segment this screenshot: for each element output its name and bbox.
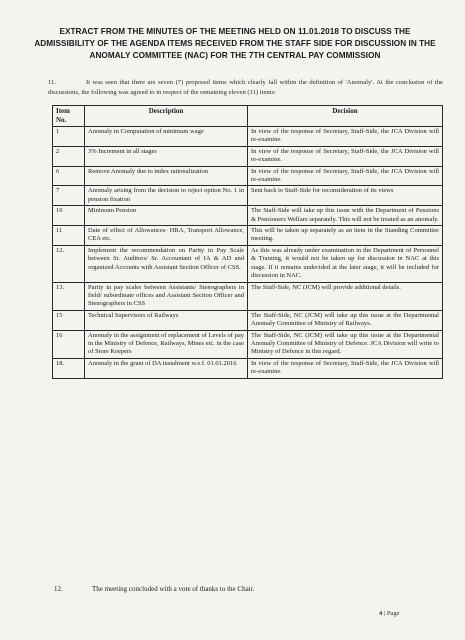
description-cell: Implement the recommendation on Parity in Pay Scale between Sr. Auditors/ Sr. Accountant of IA & AD and organized Accounts with Assistant Section Officer of CSS. — [85, 245, 248, 282]
table-row — [53, 330, 443, 358]
item-number-cell: 13. — [53, 282, 85, 310]
intro-paragraph-number: 11. — [48, 79, 56, 86]
item-number-cell: 12. — [53, 245, 85, 282]
decision-cell: In view of the response of Secretary, Staff-Side, the JCA Division will re-examine. — [248, 166, 443, 186]
decision-cell: The Staff-Side, NC (JCM) will provide additional details. — [248, 282, 443, 310]
table-row — [53, 310, 443, 330]
table-header-row — [53, 106, 443, 127]
item-number-cell: 15 — [53, 310, 85, 330]
decision-cell: As this was already under examination in the Department of Personnel & Training, it would not be taken up for discussion in NAC at this stage. If it remains undecided at the later stage, it will be included for discussion in NAC. — [248, 245, 443, 282]
description-cell: Parity in pay scales between Assistants/ Stenographers in field/ subordinate offices and Assistant Section Officer and Stenographers in CSS — [85, 282, 248, 310]
decision-cell: In view of the response of Secretary, Staff-Side, the JCA Division will re-examine. — [248, 146, 443, 166]
item-number-cell: 1 — [53, 127, 85, 147]
description-cell: Technical Supervisors of Railways — [85, 310, 248, 330]
closing-paragraph-text: The meeting concluded with a vote of thanks to the Chair. — [92, 585, 255, 593]
decision-cell: In view of the response of Secretary, Staff-Side, the JCA Division will re-examine. — [248, 358, 443, 378]
item-number-cell: 2 — [53, 146, 85, 166]
item-number-cell: 7 — [53, 186, 85, 206]
page-number-value: 4 — [379, 610, 383, 617]
decision-cell: In view of the response of Secretary, Staff-Side, the JCA Division will re-examine. — [248, 127, 443, 147]
description-cell: 3% Increment in all stages — [85, 146, 248, 166]
decision-cell: This will be taken up separately as an item in the Standing Committee meeting. — [248, 226, 443, 246]
item-number-cell: 16 — [53, 330, 85, 358]
description-cell: Anomaly in the assignment of replacement of Levels of pay in the Ministry of Defence, Railways, Mines etc. in the case of Store Keepers — [85, 330, 248, 358]
decision-cell: The Staff-Side, NC (JCM) will take up this issue at the Departmental Anomaly Committee of Ministry of Defence. JCA Division will write to Ministry of Defence in this regard. — [248, 330, 443, 358]
decision-cell: The Staff-Side, NC (JCM) will take up this issue at the Departmental Anomaly Committee of Ministry of Railways. — [248, 310, 443, 330]
table-row — [53, 358, 443, 378]
page-number: 4 | Page — [379, 610, 400, 617]
table-row — [53, 206, 443, 226]
header-description: Description — [85, 106, 248, 127]
header-item-no: Item No. — [53, 106, 85, 127]
page-number-label: Page — [386, 610, 400, 617]
description-cell: Minimum Pension — [85, 206, 248, 226]
table-row — [53, 186, 443, 206]
table-row — [53, 166, 443, 186]
closing-paragraph — [54, 584, 434, 594]
table-row — [53, 226, 443, 246]
table-row — [53, 127, 443, 147]
description-cell: Remove Anomaly due to index rationalization — [85, 166, 248, 186]
description-cell: Anomaly arising from the decision to reject option No. 1 in pension fixation — [85, 186, 248, 206]
item-number-cell: 18. — [53, 358, 85, 378]
table-row — [53, 282, 443, 310]
decision-cell: The Staff-Side will take up this issue with the Department of Pensions & Pensioners Welfare separately. This will not be treated as an anomaly. — [248, 206, 443, 226]
document-heading: EXTRACT FROM THE MINUTES OF THE MEETING HELD ON 11.01.2018 TO DISCUSS THE ADMISSIBILITY OF THE AGENDA ITEMS RECEIVED FROM THE STAFF SIDE FOR DISCUSSION IN THE ANOMALY COMMITTEE (NAC) FOR THE 7TH CENTRAL PAY COMMISSION — [34, 27, 436, 60]
decision-cell: Sent back to Staff-Side for reconsideration of its views — [248, 186, 443, 206]
agenda-items-table — [52, 105, 443, 379]
intro-paragraph — [48, 78, 443, 97]
item-number-cell: 11 — [53, 226, 85, 246]
description-cell: Date of effect of Allowances- HRA, Transport Allowance, CEA etc. — [85, 226, 248, 246]
intro-paragraph-text: It was seen that there are seven (7) proposed items which clearly fall within the definition of 'Anomaly'. At the conclusion of the discussions, the following was agreed to in respect of the remaining eleven (11) items: — [48, 79, 443, 96]
closing-paragraph-number: 12. — [54, 585, 63, 593]
description-cell: Anomaly in Computation of minimum wage — [85, 127, 248, 147]
header-decision: Decision — [248, 106, 443, 127]
description-cell: Anomaly in the grant of DA instalment w.e.f. 01.01.2016 — [85, 358, 248, 378]
item-number-cell: 10 — [53, 206, 85, 226]
table-row — [53, 146, 443, 166]
table-row — [53, 245, 443, 282]
item-number-cell: 6 — [53, 166, 85, 186]
